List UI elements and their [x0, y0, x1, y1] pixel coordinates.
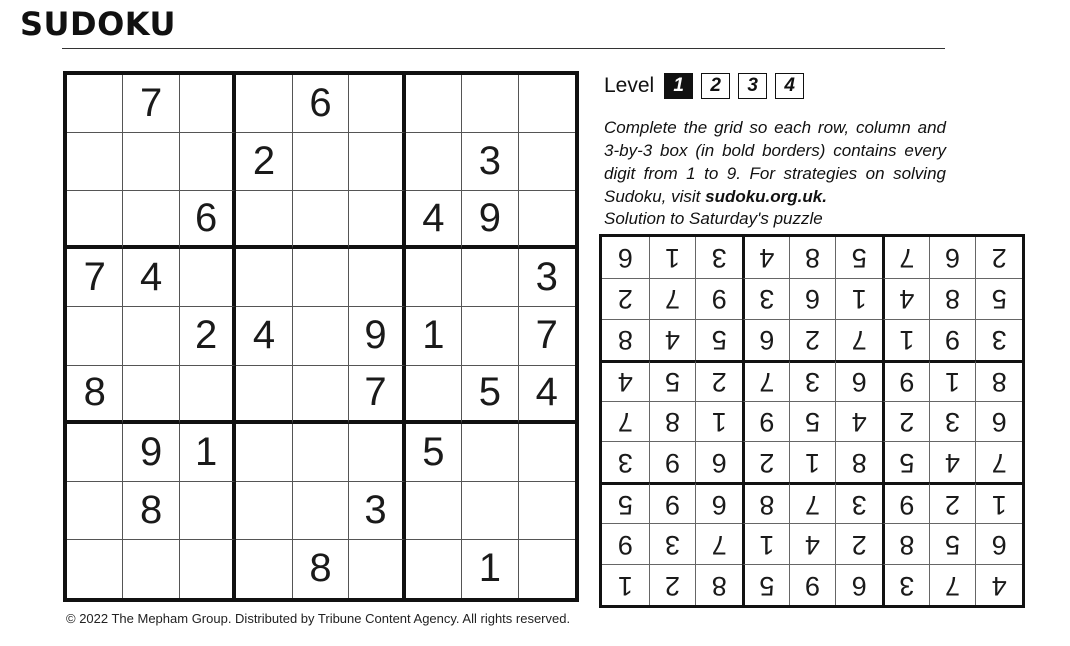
solution-cell: 1 — [789, 441, 836, 482]
puzzle-cell[interactable]: 7 — [349, 366, 405, 424]
puzzle-cell[interactable]: 3 — [519, 249, 575, 307]
puzzle-cell[interactable] — [519, 191, 575, 249]
solution-cell: 2 — [929, 482, 976, 523]
puzzle-cell[interactable]: 1 — [462, 540, 518, 598]
puzzle-cell[interactable] — [67, 424, 123, 482]
solution-cell: 6 — [835, 564, 882, 605]
puzzle-cell[interactable] — [349, 75, 405, 133]
puzzle-cell[interactable]: 1 — [180, 424, 236, 482]
puzzle-cell[interactable] — [519, 482, 575, 540]
puzzle-cell[interactable] — [180, 75, 236, 133]
puzzle-cell[interactable] — [519, 75, 575, 133]
level-option-2[interactable]: 2 — [701, 73, 730, 99]
solution-cell: 5 — [882, 441, 929, 482]
solution-cell: 3 — [602, 441, 649, 482]
solution-cell: 1 — [742, 523, 789, 564]
solution-cell: 4 — [835, 401, 882, 442]
puzzle-cell[interactable] — [236, 482, 292, 540]
puzzle-cell[interactable]: 8 — [67, 366, 123, 424]
puzzle-cell[interactable] — [293, 424, 349, 482]
puzzle-cell[interactable]: 4 — [123, 249, 179, 307]
solution-cell: 7 — [975, 441, 1022, 482]
puzzle-cell[interactable] — [180, 540, 236, 598]
instructions — [604, 116, 946, 208]
puzzle-cell[interactable]: 9 — [349, 307, 405, 365]
puzzle-cell[interactable] — [349, 540, 405, 598]
level-option-3[interactable]: 3 — [738, 73, 767, 99]
puzzle-cell[interactable]: 8 — [293, 540, 349, 598]
puzzle-cell[interactable] — [462, 307, 518, 365]
solution-cell: 5 — [695, 319, 742, 360]
puzzle-cell[interactable] — [67, 482, 123, 540]
solution-cell: 1 — [602, 564, 649, 605]
puzzle-cell[interactable] — [406, 366, 462, 424]
solution-cell: 8 — [975, 360, 1022, 401]
solution-cell: 9 — [649, 441, 696, 482]
solution-cell: 9 — [882, 482, 929, 523]
puzzle-cell[interactable] — [67, 75, 123, 133]
solution-cell: 7 — [649, 278, 696, 319]
solution-cell: 5 — [929, 523, 976, 564]
title-divider — [62, 48, 945, 49]
solution-cell: 7 — [835, 319, 882, 360]
solution-cell: 9 — [929, 319, 976, 360]
level-label: Level — [604, 74, 655, 97]
solution-cell: 8 — [742, 482, 789, 523]
puzzle-cell[interactable] — [406, 133, 462, 191]
copyright-notice: © 2022 The Mepham Group. Distributed by Tribune Content Agency. All rights reserved. — [66, 611, 571, 626]
solution-cell: 4 — [882, 278, 929, 319]
level-option-1[interactable]: 1 — [664, 73, 693, 99]
puzzle-cell[interactable] — [236, 366, 292, 424]
puzzle-cell[interactable] — [406, 75, 462, 133]
puzzle-cell[interactable] — [123, 366, 179, 424]
solution-cell: 5 — [649, 360, 696, 401]
puzzle-cell[interactable]: 9 — [123, 424, 179, 482]
puzzle-cell[interactable] — [349, 133, 405, 191]
puzzle-cell[interactable] — [236, 249, 292, 307]
puzzle-cell[interactable] — [123, 540, 179, 598]
solution-cell: 5 — [742, 564, 789, 605]
puzzle-cell[interactable] — [293, 366, 349, 424]
puzzle-cell[interactable]: 9 — [462, 191, 518, 249]
solution-cell: 4 — [602, 360, 649, 401]
puzzle-cell[interactable] — [462, 482, 518, 540]
puzzle-cell[interactable] — [293, 133, 349, 191]
solution-cell: 7 — [695, 523, 742, 564]
puzzle-cell[interactable] — [519, 133, 575, 191]
puzzle-cell[interactable]: 3 — [349, 482, 405, 540]
solution-cell: 7 — [742, 360, 789, 401]
puzzle-cell[interactable] — [462, 249, 518, 307]
solution-cell: 6 — [617, 242, 633, 273]
puzzle-cell[interactable] — [236, 540, 292, 598]
solution-cell: 8 — [929, 278, 976, 319]
solution-cell: 8 — [789, 237, 836, 278]
puzzle-cell[interactable] — [180, 133, 236, 191]
instructions-link[interactable]: sudoku.org.uk. — [705, 187, 827, 206]
solution-cell: 1 — [649, 237, 696, 278]
puzzle-cell[interactable]: 3 — [462, 133, 518, 191]
puzzle-cell[interactable]: 1 — [406, 307, 462, 365]
solution-cell: 6 — [695, 441, 742, 482]
puzzle-cell[interactable] — [462, 75, 518, 133]
puzzle-cell[interactable]: 6 — [293, 75, 349, 133]
solution-cell: 9 — [882, 360, 929, 401]
solution-cell: 6 — [929, 237, 976, 278]
puzzle-cell[interactable] — [67, 307, 123, 365]
solution-cell: 4 — [649, 319, 696, 360]
puzzle-cell[interactable] — [406, 482, 462, 540]
solution-caption — [604, 209, 946, 230]
puzzle-cell[interactable]: 4 — [406, 191, 462, 249]
puzzle-cell[interactable] — [123, 191, 179, 249]
solution-cell: 1 — [975, 482, 1022, 523]
puzzle-cell[interactable] — [406, 249, 462, 307]
puzzle-cell[interactable]: 8 — [123, 482, 179, 540]
puzzle-cell[interactable] — [67, 191, 123, 249]
level-option-4[interactable]: 4 — [775, 73, 804, 99]
solution-cell: 3 — [649, 523, 696, 564]
puzzle-cell[interactable] — [462, 424, 518, 482]
page-title: SUDOKU — [20, 5, 177, 43]
puzzle-cell[interactable] — [406, 540, 462, 598]
solution-cell: 6 — [975, 523, 1022, 564]
solution-cell: 3 — [835, 482, 882, 523]
puzzle-cell[interactable] — [236, 424, 292, 482]
solution-cell: 1 — [882, 319, 929, 360]
solution-cell: 5 — [835, 237, 882, 278]
solution-cell: 2 — [975, 237, 1022, 278]
solution-cell: 8 — [835, 441, 882, 482]
solution-cell: 9 — [695, 278, 742, 319]
solution-caption-text: Solution to Saturday's puzzle — [604, 209, 823, 228]
puzzle-cell[interactable]: 5 — [462, 366, 518, 424]
solution-cell: 2 — [602, 278, 649, 319]
solution-cell: 2 — [789, 319, 836, 360]
puzzle-cell[interactable] — [519, 424, 575, 482]
solution-cell: 9 — [742, 401, 789, 442]
solution-cell: 2 — [882, 401, 929, 442]
solution-cell: 8 — [602, 319, 649, 360]
sudoku-solution-grid — [599, 234, 1025, 608]
solution-cell: 4 — [929, 441, 976, 482]
puzzle-cell[interactable] — [293, 307, 349, 365]
puzzle-cell[interactable] — [67, 540, 123, 598]
puzzle-cell[interactable] — [349, 249, 405, 307]
solution-cell: 4 — [975, 564, 1022, 605]
solution-cell: 1 — [695, 401, 742, 442]
puzzle-cell[interactable]: 4 — [236, 307, 292, 365]
puzzle-cell[interactable] — [349, 191, 405, 249]
puzzle-cell[interactable] — [123, 133, 179, 191]
puzzle-cell[interactable]: 7 — [67, 249, 123, 307]
solution-cell: 4 — [789, 523, 836, 564]
solution-cell: 9 — [649, 482, 696, 523]
solution-cell: 1 — [835, 278, 882, 319]
solution-cell: 3 — [695, 237, 742, 278]
puzzle-cell[interactable]: 2 — [236, 133, 292, 191]
solution-cell: 5 — [789, 401, 836, 442]
puzzle-cell[interactable] — [293, 482, 349, 540]
puzzle-cell[interactable] — [180, 482, 236, 540]
solution-cell: 6 — [975, 401, 1022, 442]
solution-cell: 6 — [742, 319, 789, 360]
solution-cell: 7 — [602, 401, 649, 442]
puzzle-cell[interactable] — [180, 249, 236, 307]
solution-cell: 6 — [695, 482, 742, 523]
solution-cell: 3 — [789, 360, 836, 401]
puzzle-cell[interactable] — [293, 191, 349, 249]
puzzle-cell[interactable] — [180, 366, 236, 424]
solution-cell: 8 — [695, 564, 742, 605]
solution-cell: 7 — [929, 564, 976, 605]
puzzle-cell[interactable]: 6 — [180, 191, 236, 249]
solution-cell: 9 — [602, 523, 649, 564]
solution-cell: 2 — [742, 441, 789, 482]
solution-cell: 3 — [882, 564, 929, 605]
solution-cell: 1 — [929, 360, 976, 401]
solution-cell: 5 — [602, 482, 649, 523]
solution-cell: 3 — [975, 319, 1022, 360]
sudoku-puzzle-grid — [63, 71, 579, 602]
solution-cell: 2 — [649, 564, 696, 605]
level-options — [664, 73, 812, 99]
puzzle-cell[interactable] — [123, 307, 179, 365]
puzzle-cell[interactable] — [67, 133, 123, 191]
instructions-text: Complete the grid so each row, column and 3-by-3 box (in bold borders) contains every digit from 1 to 9. For strategies on solving Sudoku, visit — [604, 118, 946, 206]
solution-cell: 2 — [695, 360, 742, 401]
solution-cell: 2 — [835, 523, 882, 564]
solution-cell: 3 — [742, 278, 789, 319]
solution-cell: 8 — [649, 401, 696, 442]
solution-cell: 6 — [835, 360, 882, 401]
solution-cell: 6 — [789, 278, 836, 319]
level-selector — [604, 73, 812, 99]
solution-cell: 8 — [882, 523, 929, 564]
puzzle-cell[interactable]: 7 — [123, 75, 179, 133]
puzzle-cell[interactable]: 2 — [180, 307, 236, 365]
solution-cell: 5 — [975, 278, 1022, 319]
solution-cell: 9 — [789, 564, 836, 605]
puzzle-cell[interactable] — [236, 75, 292, 133]
solution-cell: 3 — [929, 401, 976, 442]
puzzle-cell[interactable] — [236, 191, 292, 249]
puzzle-cell[interactable]: 4 — [519, 366, 575, 424]
puzzle-cell[interactable] — [519, 540, 575, 598]
puzzle-cell[interactable]: 7 — [519, 307, 575, 365]
solution-cell: 7 — [882, 237, 929, 278]
solution-cell: 7 — [789, 482, 836, 523]
puzzle-cell[interactable] — [293, 249, 349, 307]
puzzle-cell[interactable] — [349, 424, 405, 482]
solution-cell: 4 — [742, 237, 789, 278]
puzzle-cell[interactable]: 5 — [406, 424, 462, 482]
